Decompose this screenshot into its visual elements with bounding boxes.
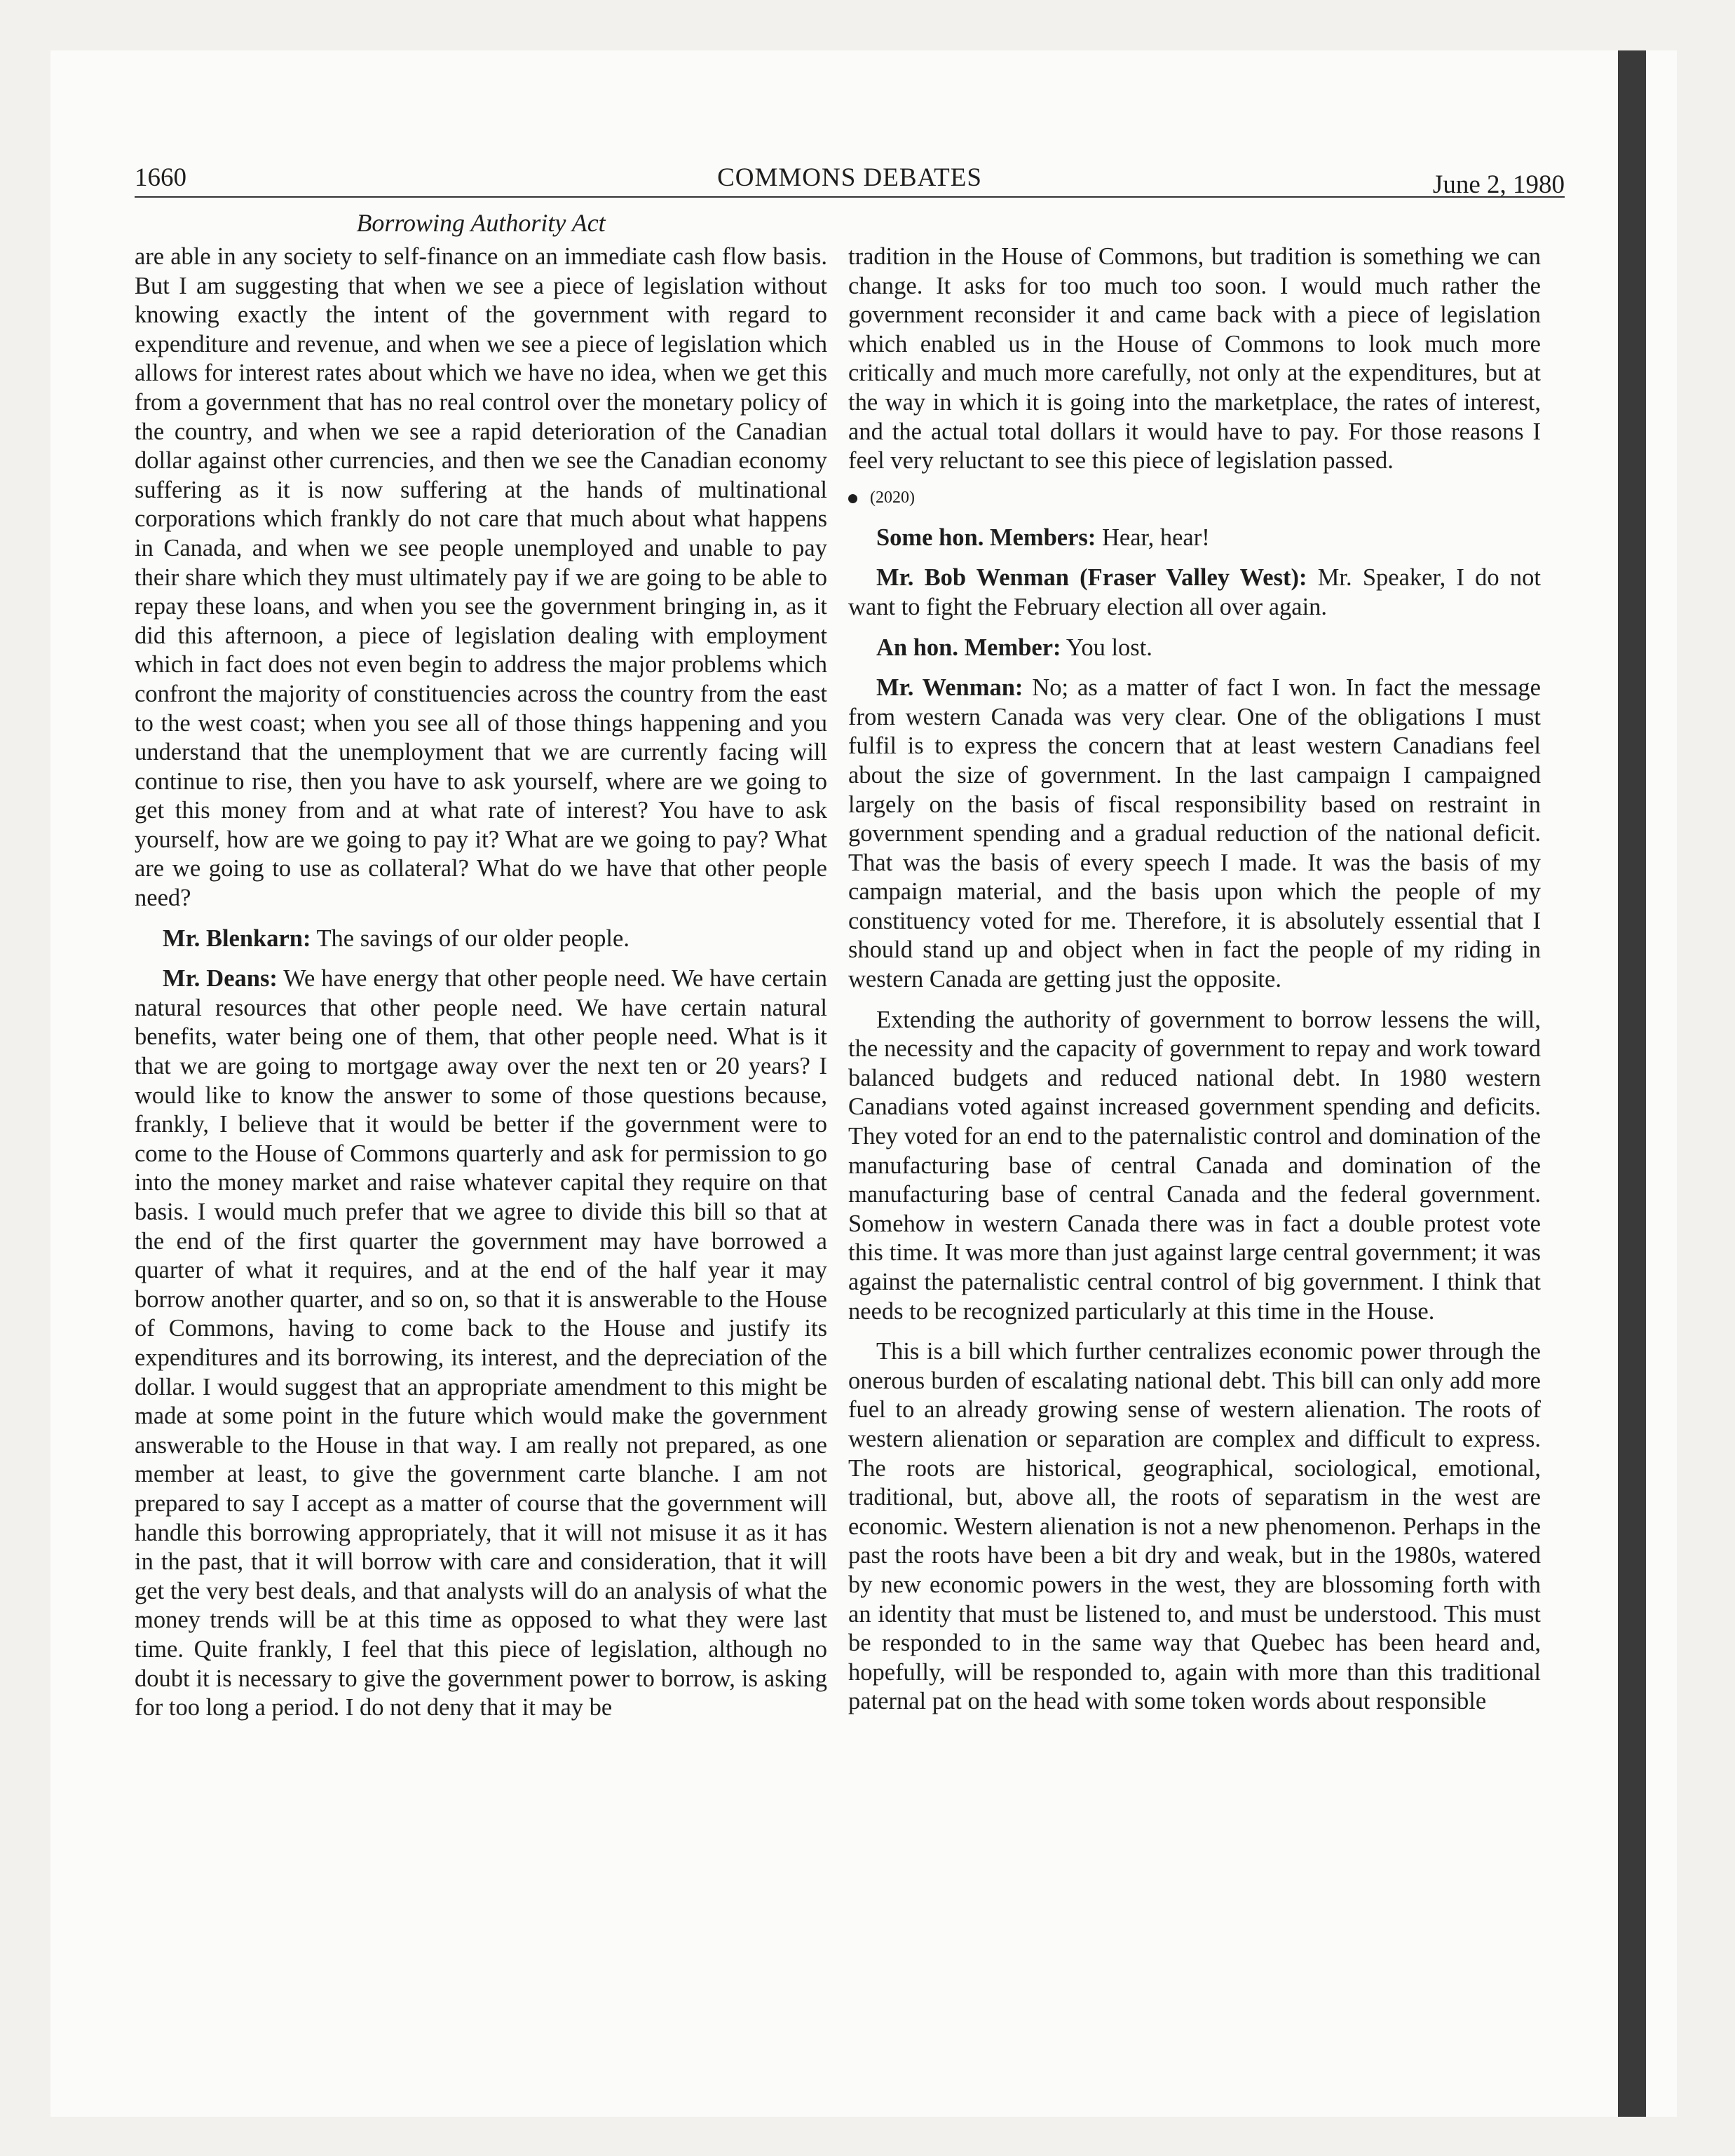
scan-edge-shadow bbox=[1618, 50, 1646, 2117]
speech-text: The savings of our older people. bbox=[311, 925, 630, 952]
speaker-name: Mr. Bob Wenman (Fraser Valley West): bbox=[876, 564, 1307, 592]
speaker-name: Mr. Wenman: bbox=[876, 674, 1023, 702]
speech-paragraph bbox=[848, 674, 1541, 995]
speech-text: Mr. Speaker, I do not want to fight the February election all over again. bbox=[848, 564, 1541, 620]
paragraph: Extending the authority of government to borrow lessens the will, the necessity and the capacity of government to repay and work toward balanced budgets and reduced national debt. In 1980 western Canadians voted against increased government spending and deficits. They voted for an end to the paternalistic control and domination of the manufacturing base of central Canada and domination of the manufacturing base of central Canada and the federal government. Somehow in western Canada there was in fact a double protest vote this time. It was more than just against large central government; it was against the paternalistic central control of big government. I think that needs to be recognized particularly at this time in the House. bbox=[848, 1006, 1541, 1325]
journal-title: COMMONS DEBATES bbox=[717, 163, 982, 192]
speaker-name: Some hon. Members: bbox=[876, 524, 1096, 551]
speech-paragraph bbox=[848, 564, 1541, 622]
speech-text: No; as a matter of fact I won. In fact the message from western Canada was very clear. One of the obligations I must fulfil is to express the concern that at least western Canadians feel about the size of government. In the last campaign I campaigned largely on the basis of fiscal responsibility based on restraint in government spending and a gradual reduction of the national deficit. That was the basis of every speech I made. It was the basis of my campaign material, and the basis upon which the people of my constituency voted for me. Therefore, it is absolutely essential that I should stand up and object when in fact the people of my riding in western Canada are getting just the opposite. bbox=[848, 674, 1541, 993]
page-header bbox=[135, 163, 1565, 198]
speech-paragraph bbox=[848, 524, 1541, 553]
timestamp-marker bbox=[848, 487, 1541, 508]
speech-paragraph bbox=[848, 634, 1541, 663]
right-column bbox=[848, 243, 1541, 1728]
speaker-name: Mr. Deans: bbox=[163, 965, 278, 992]
speaker-name: Mr. Blenkarn: bbox=[163, 925, 311, 952]
speech-paragraph bbox=[135, 964, 827, 1722]
speech-text: We have energy that other people need. We have certain natural resources that other people need. We have certain natural benefits, water being one of them, that other people need. What is it that we are going to mortgage away over the next ten or 20 years? I would like to know the answer to some of those questions because, frankly, I believe that it would be better if the government were to come to the House of Commons quarterly and ask for permission to go into the money market and raise whatever capital they require on that basis. I would much prefer that we agree to divide this bill so that at the end of the first quarter the government may have borrowed a quarter of what it requires, and at the end of the half year it may borrow another quarter, and so on, so that it is answerable to the House of Commons, having to come back to the House and justify its expenditures and its borrowing, its interest, and the depreciation of the dollar. I would suggest that an appropriate amendment to this might be made at some point in the future which would make the government answerable to the House in that way. I am really not prepared, as one member at least, to give the government carte blanche. I am not prepared to say I accept as a matter of course that the government will handle this borrowing appropriately, that it will not misuse it as it has in the past, that it will borrow with care and consideration, that it will get the very best deals, and that analysts will do an analysis of what the money trends will be at this time as opposed to what they were last time. Quite frankly, I feel that this piece of legislation, although no doubt it is necessary to give the government power to borrow, is asking for too long a period. I do not deny that it may be bbox=[135, 965, 827, 1721]
speech-text: Hear, hear! bbox=[1096, 524, 1210, 551]
speaker-name: An hon. Member: bbox=[876, 634, 1061, 661]
left-column bbox=[135, 243, 827, 1734]
paragraph: tradition in the House of Commons, but tradition is something we can change. It asks for too much too soon. I would much rather the government reconsider it and came back with a piece of legislation which enabled us in the House of Commons to look much more critically and much more carefully, not only at the expenditures, but at the way in which it is going into the marketplace, the rates of interest, and the actual total dollars it would have to pay. For those reasons I feel very reluctant to see this piece of legislation passed. bbox=[848, 243, 1541, 475]
speech-paragraph bbox=[135, 925, 827, 954]
bullet-icon bbox=[848, 494, 857, 503]
running-head: Borrowing Authority Act bbox=[356, 209, 606, 237]
speech-text: You lost. bbox=[1061, 634, 1152, 661]
page-number: 1660 bbox=[135, 163, 186, 192]
paragraph: This is a bill which further centralizes economic power through the onerous burden of escalating national debt. This bill can only add more fuel to an already growing sense of western alienation. The roots of western alienation or separation are complex and difficult to express. The roots are historical, geographical, sociological, emotional, traditional, but, above all, the roots of separatism in the west are economic. Western alienation is not a new phenomenon. Perhaps in the past the roots have been a bit dry and weak, but in the 1980s, watered by new economic powers in the west, they are blossoming forth with an identity that must be listened to, and must be understood. This must be responded to in the same way that Quebec has been heard and, hopefully, will be responded to, again with more than this traditional paternal pat on the head with some token words about responsible bbox=[848, 1338, 1541, 1715]
sitting-date: June 2, 1980 bbox=[1432, 170, 1565, 199]
timestamp-text: (2020) bbox=[870, 488, 915, 507]
paragraph: are able in any society to self-finance on an immediate cash flow basis. But I am suggesting that when we see a piece of legislation without knowing exactly the intent of the government with regard to expenditure and revenue, and when we see a piece of legislation which allows for interest rates about which we have no idea, when we get this from a government that has no real control over the monetary policy of the country, and when we see a rapid deterioration of the Canadian dollar against other currencies, and then we see the Canadian economy suffering as it is now suffering at the hands of multinational corporations which frankly do not care that much about what happens in Canada, and when we see people unemployed and unable to pay their share which they must ultimately pay if we are going to be able to repay these loans, and when you see the government bringing in, as it did this afternoon, a piece of legislation dealing with employment which in fact does not even begin to address the major problems which confront the majority of constituencies across the country from the east to the west coast; when you see all of those things happening and you understand that the unemployment that we are currently facing will continue to rise, then you have to ask yourself, where are we going to get this money from and at what rate of interest? You have to ask yourself, how are we going to pay it? What are we going to pay? What are we going to use as collateral? What do we have that other people need? bbox=[135, 243, 827, 912]
